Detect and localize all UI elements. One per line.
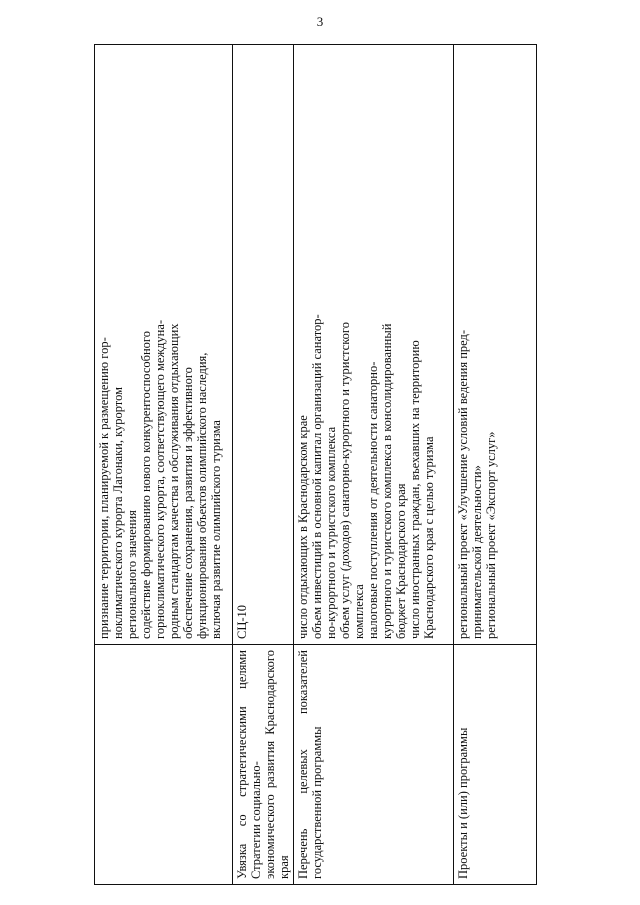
text-line: объем инвестиций в основной капитал организаций санатор-	[310, 314, 324, 639]
text-line: региональный проект «Улучшение условий ведения пред-	[456, 329, 470, 639]
text-line: экономического развития Краснодарского края	[263, 650, 291, 879]
text-line: региональный проект «Экспорт услуг»	[484, 431, 498, 639]
landscape-table-wrapper	[94, 45, 519, 885]
table-row	[454, 45, 537, 885]
text-line: принимательской деятельности»	[470, 465, 484, 639]
text-line: обеспечение сохранения, развития и эффективного	[181, 367, 195, 639]
text-line: регионального значения	[125, 510, 139, 639]
label-cell	[454, 645, 537, 885]
value-cell	[95, 45, 233, 645]
text-line: бюджет Краснодарского края	[394, 483, 408, 639]
label-cell	[294, 645, 454, 885]
label-cell	[233, 645, 294, 885]
text-line: объем услуг (доходов) санаторно-курортного и туристского	[338, 322, 352, 639]
text-line: включая развитие олимпийского туризма	[209, 420, 223, 639]
text-line: признание территории, планируемой к размещению гор-	[97, 337, 111, 639]
text-line: налоговые поступления от деятельности санаторно-	[366, 361, 380, 639]
passport-table	[94, 44, 537, 885]
text-line: горноклиматического курорта, соответствующего междуна-	[153, 319, 167, 639]
table-row	[294, 45, 454, 885]
text-line: Перечень целевых показателей государственной программы	[296, 650, 324, 879]
value-cell	[233, 45, 294, 645]
text-line: ноклиматического курорта Лагонаки, курортом	[111, 386, 125, 639]
page-number: 3	[316, 14, 324, 29]
value-cell	[294, 45, 454, 645]
text-line: Увязка со стратегическими целями Стратегии социально-	[235, 650, 263, 879]
text-line: число иностранных граждан, въехавших на территорию	[408, 340, 422, 639]
text-line: курортного и туристского комплекса в консолидированный	[380, 323, 394, 639]
text-line: содействие формированию нового конкурентоспособного	[139, 331, 153, 639]
text-line: Проекты и (или) программы	[456, 727, 470, 879]
value-cell	[454, 45, 537, 645]
text-line: Краснодарского края с целью туризма	[422, 436, 436, 639]
table-row	[95, 45, 233, 885]
text-line: число отдыхающих в Краснодарском крае	[296, 415, 310, 639]
text-line: СЦ-10	[235, 604, 249, 639]
table-row	[233, 45, 294, 885]
text-line: но-курортного и туристского комплекса	[324, 426, 338, 639]
text-line: родным стандартам качества и обслуживания отдыхающих	[167, 323, 181, 639]
label-cell	[95, 645, 233, 885]
text-line: комплекса	[352, 584, 366, 639]
text-line: функционирования объектов олимпийского наследия,	[195, 352, 209, 639]
